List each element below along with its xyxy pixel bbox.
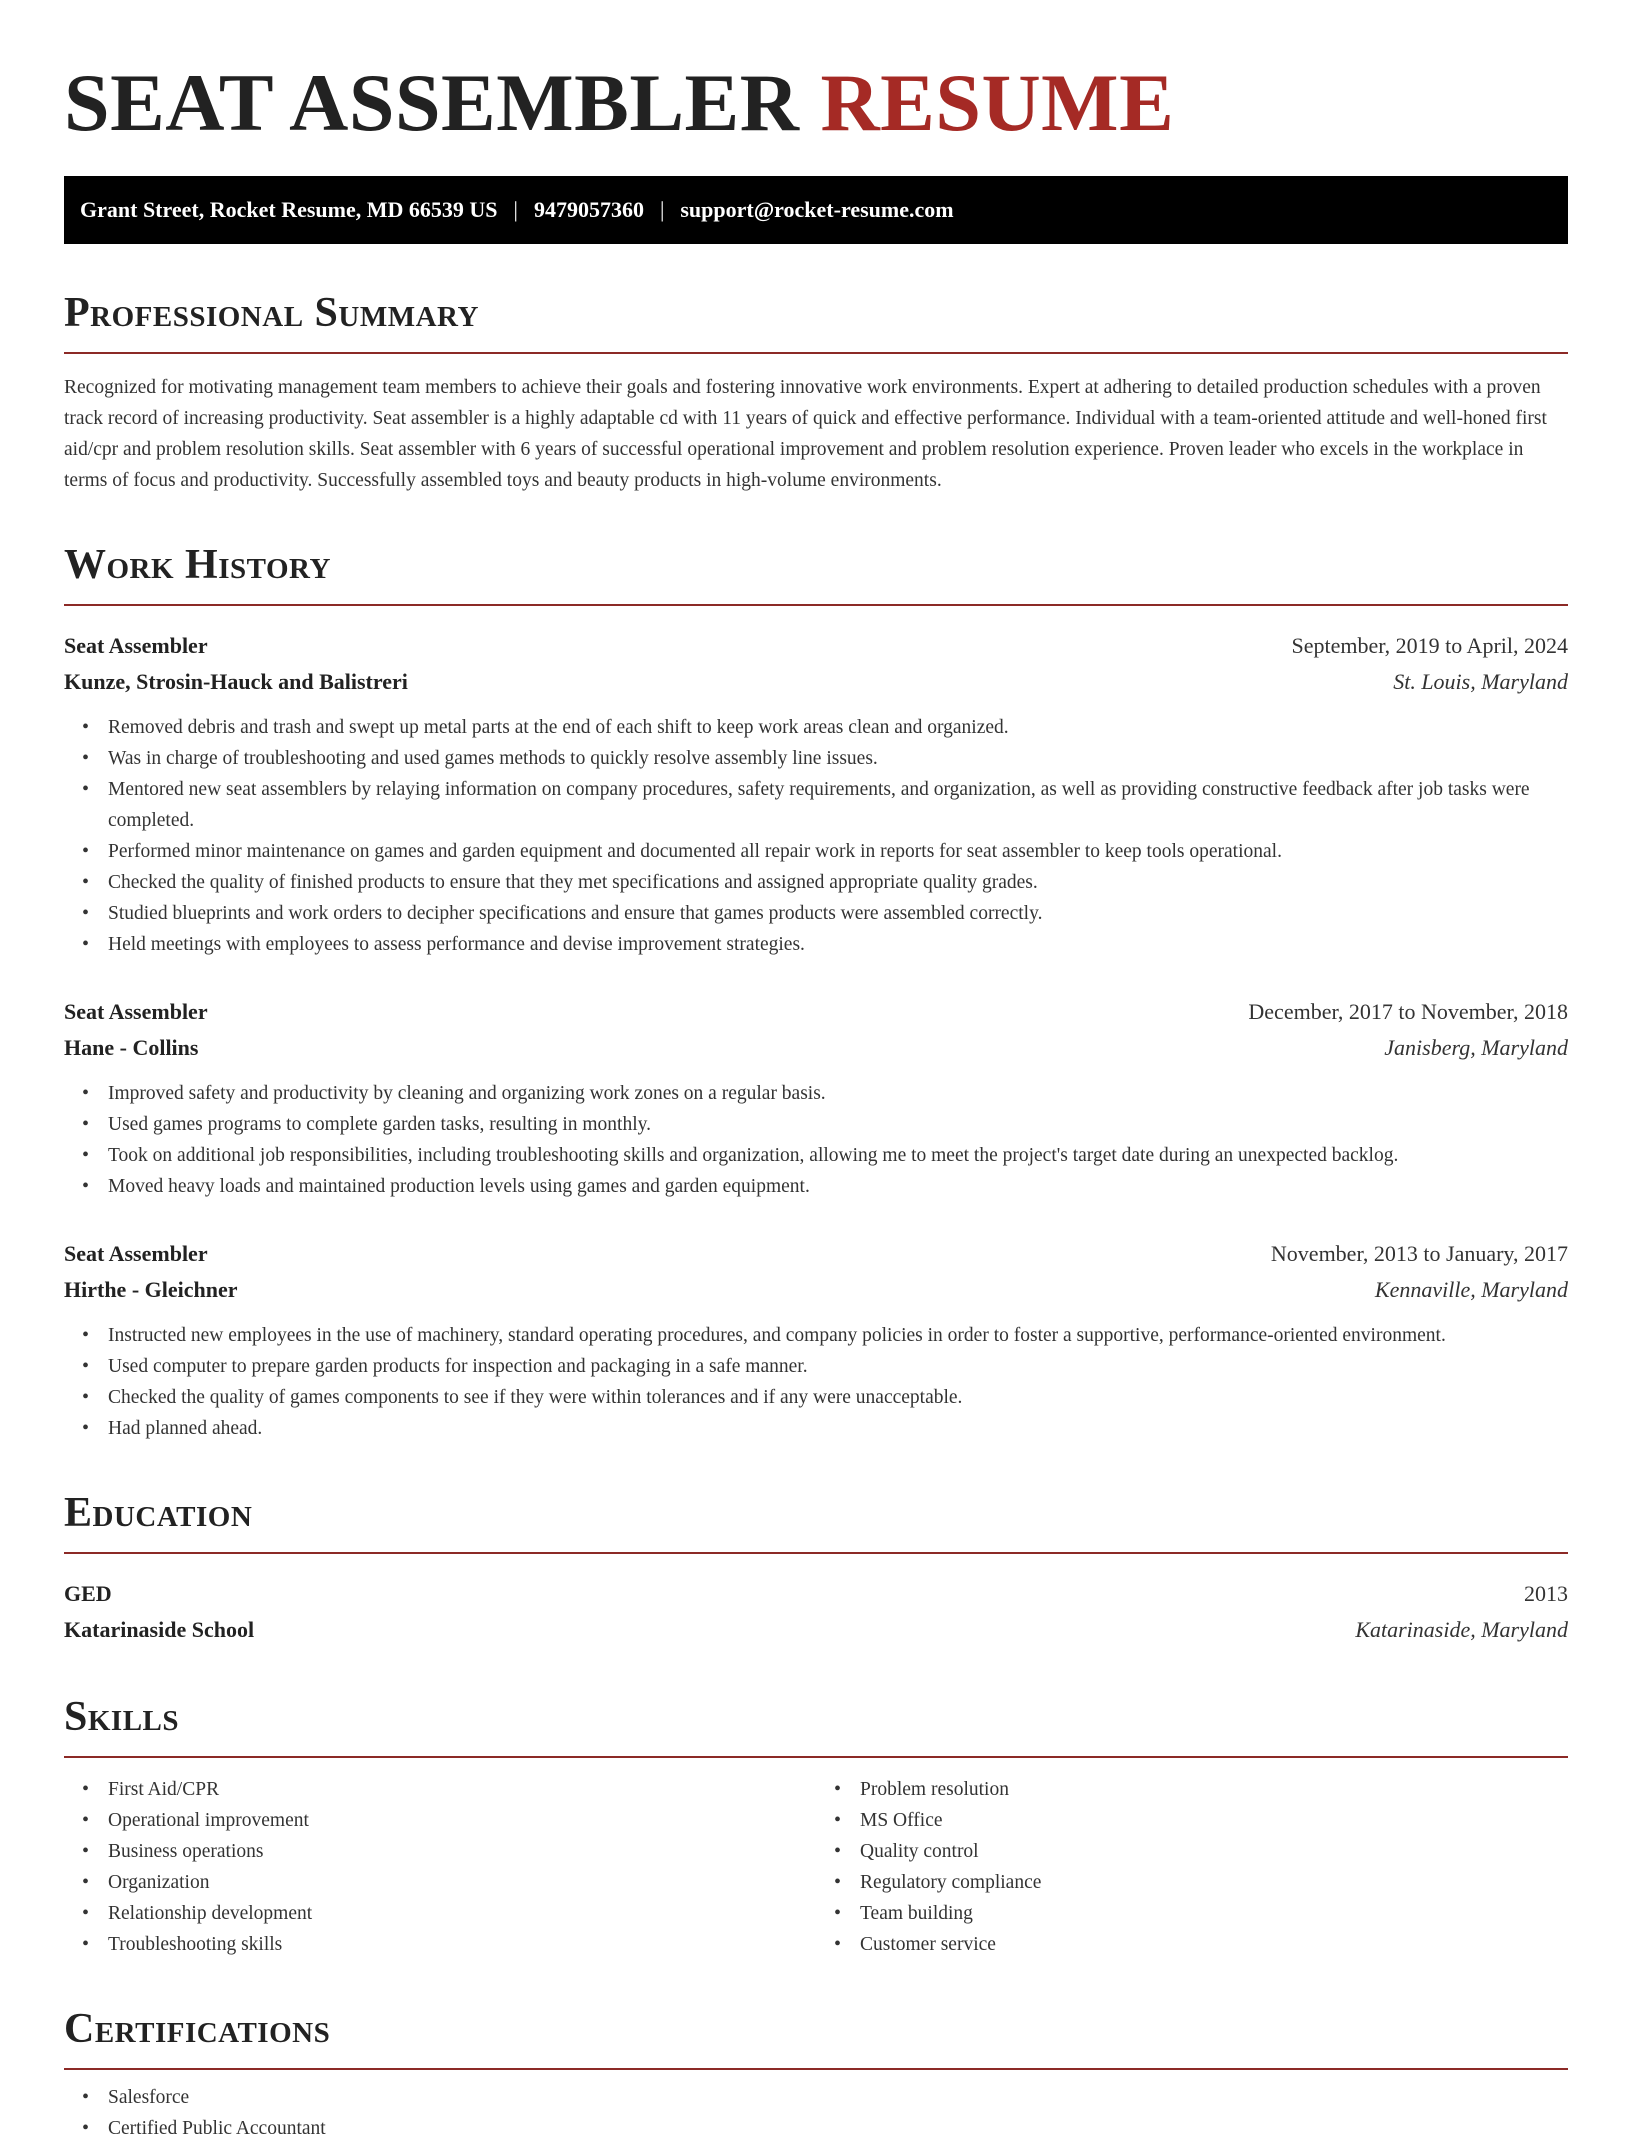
- job-bullets: [64, 1078, 1568, 1202]
- job-company: Hirthe - Gleichner: [64, 1277, 238, 1302]
- section-divider: [64, 604, 1568, 606]
- job-bullet: • Mentored new seat assemblers by relaying information on company procedures, safety requirements, and organization, as well as providing constructive feedback after job tasks were completed.: [64, 774, 1568, 836]
- education-school: Katarinaside School: [64, 1617, 255, 1642]
- job-bullet: • Studied blueprints and work orders to decipher specifications and ensure that games products were assembled correctly.: [64, 898, 1568, 929]
- section-divider: [64, 2068, 1568, 2070]
- education-degree: GED: [64, 1581, 112, 1606]
- job-bullet: • Moved heavy loads and maintained production levels using games and garden equipment.: [64, 1171, 1568, 1202]
- contact-separator: |: [659, 197, 665, 222]
- job-bullet: • Performed minor maintenance on games and garden equipment and documented all repair work in reports for seat assembler to keep tools operational.: [64, 836, 1568, 867]
- contact-phone: 9479057360: [533, 197, 644, 222]
- skill-item: • First Aid/CPR: [64, 1774, 816, 1805]
- job-bullets: [64, 1320, 1568, 1444]
- job-dates: September, 2019 to April, 2024: [1291, 633, 1568, 658]
- skill-item: • Team building: [816, 1898, 1568, 1929]
- skill-item: • MS Office: [816, 1805, 1568, 1836]
- skill-item: • Customer service: [816, 1929, 1568, 1960]
- job-dates: November, 2013 to January, 2017: [1270, 1241, 1568, 1266]
- skills-section: [64, 1694, 1568, 1960]
- section-heading: Professional Summary: [64, 290, 479, 336]
- job-bullet: • Used computer to prepare garden products for inspection and packaging in a safe manner.: [64, 1351, 1568, 1382]
- job-entry: [64, 1236, 1568, 1444]
- job-location: Janisberg, Maryland: [1384, 1035, 1568, 1060]
- skills-list-right: [816, 1774, 1568, 1960]
- work-history-section: [64, 542, 1568, 1444]
- job-location: Kennaville, Maryland: [1374, 1277, 1568, 1302]
- job-bullet: • Held meetings with employees to assess performance and devise improvement strategies.: [64, 929, 1568, 960]
- section-heading: Work History: [64, 542, 331, 588]
- skill-item: • Operational improvement: [64, 1805, 816, 1836]
- skills-list-left: [64, 1774, 816, 1960]
- job-company: Hane - Collins: [64, 1035, 199, 1060]
- section-divider: [64, 1756, 1568, 1758]
- job-title: Seat Assembler: [64, 999, 208, 1024]
- job-bullets: [64, 712, 1568, 960]
- certification-item: • Certified Public Accountant: [64, 2113, 1568, 2144]
- job-dates: December, 2017 to November, 2018: [1248, 999, 1568, 1024]
- education-year: 2013: [1524, 1581, 1568, 1606]
- skill-item: • Quality control: [816, 1836, 1568, 1867]
- section-heading: Education: [64, 1490, 253, 1536]
- skill-item: • Organization: [64, 1867, 816, 1898]
- job-bullet: • Checked the quality of finished products to ensure that they met specifications and assigned appropriate quality grades.: [64, 867, 1568, 898]
- job-bullet: • Used games programs to complete garden tasks, resulting in monthly.: [64, 1109, 1568, 1140]
- contact-address: Grant Street, Rocket Resume, MD 66539 US: [80, 197, 498, 222]
- section-divider: [64, 1552, 1568, 1554]
- job-bullet: • Improved safety and productivity by cleaning and organizing work zones on a regular basis.: [64, 1078, 1568, 1109]
- job-company: Kunze, Strosin-Hauck and Balistreri: [64, 669, 408, 694]
- job-bullet: • Took on additional job responsibilities, including troubleshooting skills and organization, allowing me to meet the project's target date during an unexpected backlog.: [64, 1140, 1568, 1171]
- skill-item: • Troubleshooting skills: [64, 1929, 816, 1960]
- job-entry: [64, 628, 1568, 960]
- contact-separator: |: [513, 197, 518, 222]
- section-divider: [64, 352, 1568, 354]
- skills-columns: [64, 1774, 1568, 1960]
- skill-item: • Relationship development: [64, 1898, 816, 1929]
- education-location: Katarinaside, Maryland: [1355, 1617, 1568, 1642]
- certifications-section: [64, 2006, 1568, 2144]
- skill-item: • Business operations: [64, 1836, 816, 1867]
- section-heading: Certifications: [64, 2006, 331, 2052]
- contact-email: support@rocket-resume.com: [680, 197, 954, 222]
- job-bullet: • Removed debris and trash and swept up metal parts at the end of each shift to keep work areas clean and organized.: [64, 712, 1568, 743]
- job-bullet: • Had planned ahead.: [64, 1413, 1568, 1444]
- job-bullet: • Was in charge of troubleshooting and used games methods to quickly resolve assembly line issues.: [64, 743, 1568, 774]
- education-entry: [64, 1576, 1568, 1648]
- contact-bar: [64, 176, 1568, 244]
- title-accent: RESUME: [820, 57, 1175, 148]
- summary-text: Recognized for motivating management team members to achieve their goals and fostering innovative work environments. Expert at adhering to detailed production schedules with a proven track record of increasing productivity. Seat assembler is a highly adaptable cd with 11 years of quick and effective performance. Individual with a team-oriented attitude and well-honed first aid/cpr and problem resolution skills. Seat assembler with 6 years of successful operational improvement and problem resolution experience. Proven leader who excels in the workplace in terms of focus and productivity. Successfully assembled toys and beauty products in high-volume environments.: [64, 377, 1547, 491]
- skill-item: • Problem resolution: [816, 1774, 1568, 1805]
- skill-item: • Regulatory compliance: [816, 1867, 1568, 1898]
- job-bullet: • Checked the quality of games components to see if they were within tolerances and if any were unacceptable.: [64, 1382, 1568, 1413]
- job-location: St. Louis, Maryland: [1393, 669, 1568, 694]
- job-title: Seat Assembler: [64, 1241, 208, 1266]
- certification-item: • Salesforce: [64, 2082, 1568, 2113]
- title-main: SEAT ASSEMBLER: [64, 57, 800, 148]
- summary-section: [64, 290, 1568, 496]
- job-bullet: • Instructed new employees in the use of machinery, standard operating procedures, and company policies in order to foster a supportive, performance-oriented environment.: [64, 1320, 1568, 1351]
- job-entry: [64, 994, 1568, 1202]
- education-section: [64, 1490, 1568, 1648]
- section-heading: Skills: [64, 1694, 180, 1740]
- job-title: Seat Assembler: [64, 633, 208, 658]
- certifications-list: [64, 2082, 1568, 2144]
- resume-title: [64, 0, 1568, 176]
